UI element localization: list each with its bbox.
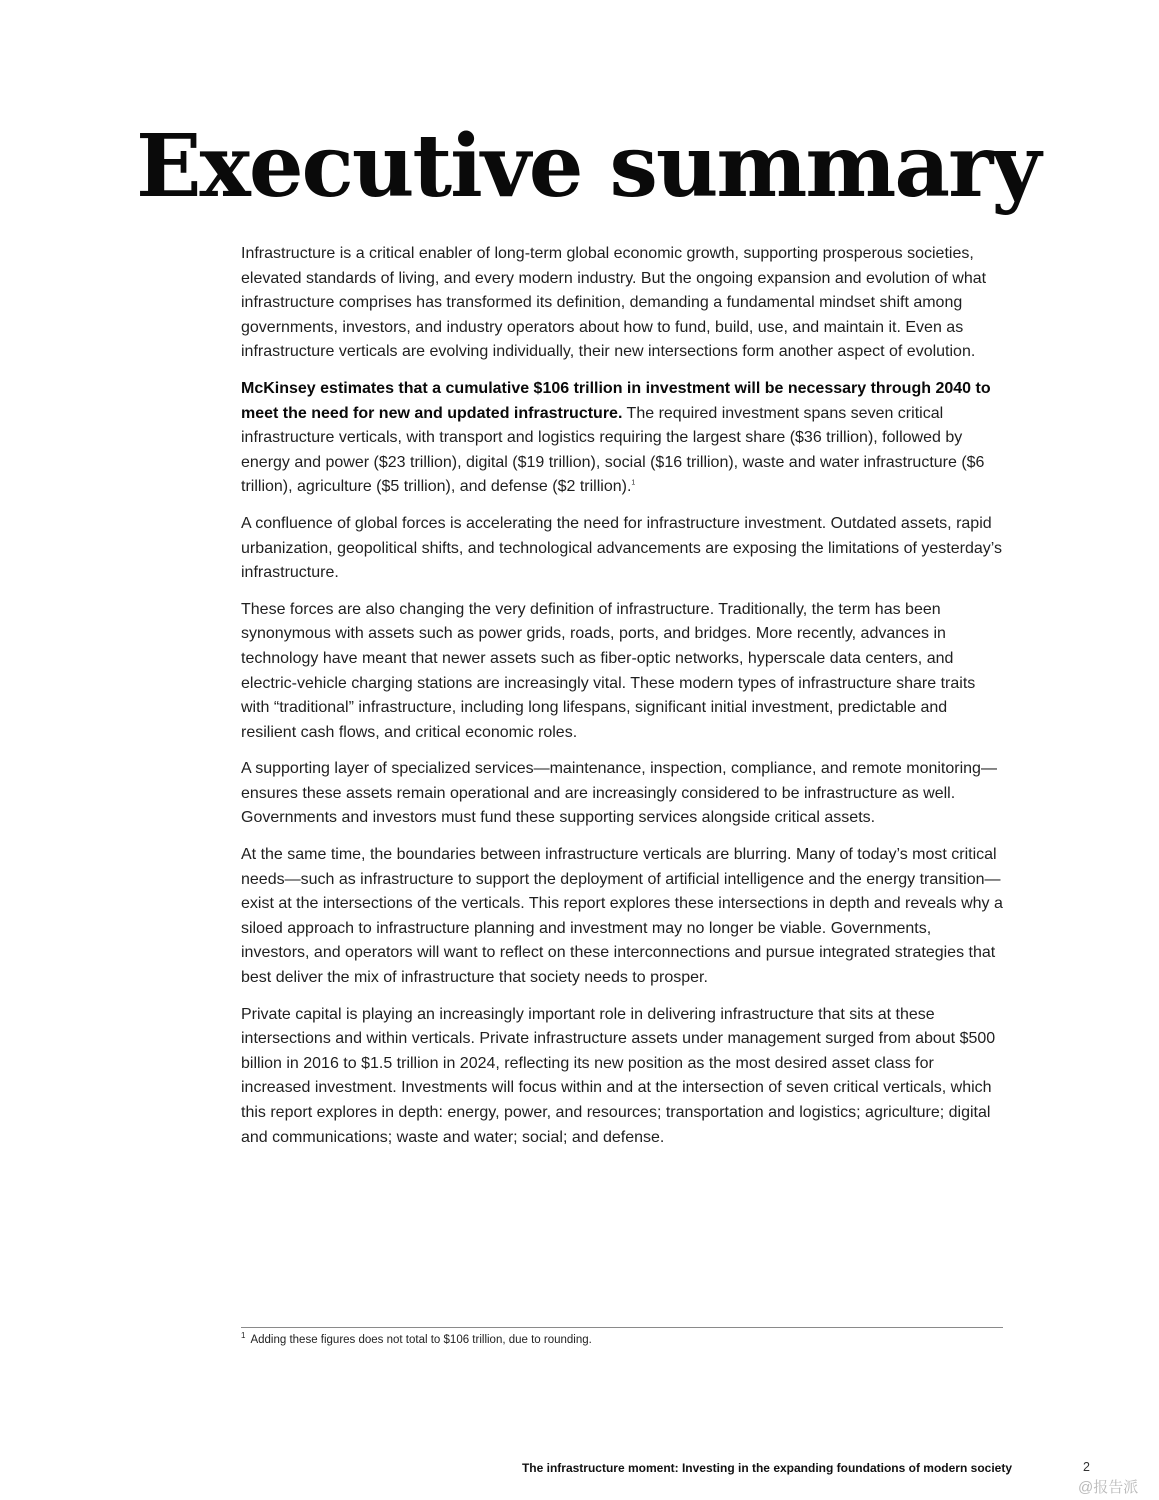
paragraph-lead: McKinsey estimates that a cumulative $106 trillion in investment will be necessary through 2040 to meet the need for new and updated infrastructure.: [241, 379, 991, 422]
body-text: [241, 242, 1003, 1162]
paragraph-text: Infrastructure is a critical enabler of long-term global economic growth, supporting prosperous societies, elevated standards of living, and every modern industry. But the ongoing expansion and evolution of what infrastructure comprises has transformed its definition, demanding a fundamental mindset shift among governments, investors, and industry operators about how to fund, build, use, and maintain it. Even as infrastructure verticals are evolving individually, their new intersections form another aspect of evolution.: [241, 245, 987, 361]
paragraph-text: The required investment spans seven critical infrastructure verticals, with transport and logistics requiring the largest share ($36 trillion), followed by energy and power ($23 trillion), digital ($19 trillion), social ($16 trillion), waste and water infrastructure ($6 trillion), agriculture ($5 trillion), and defense ($2 trillion).: [241, 404, 985, 496]
paragraph-6: [241, 843, 1003, 991]
paragraph-text: These forces are also changing the very definition of infrastructure. Traditionally, the term has been synonymous with assets such as power grids, roads, ports, and bridges. More recently, advances in technology have meant that newer assets such as fiber-optic networks, hyperscale data centers, and electric-vehicle charging stations are increasingly vital. These modern types of infrastructure share traits with “traditional” infrastructure, including long lifespans, significant initial investment, predictable and resilient cash flows, and critical economic roles.: [241, 600, 976, 741]
footnote-divider: [241, 1327, 1003, 1328]
page-title: Executive summary: [136, 116, 1040, 217]
paragraph-text: A supporting layer of specialized services—maintenance, inspection, compliance, and remote monitoring—ensures these assets remain operational and are increasingly considered to be infrastructure as well. Governments and investors must fund these supporting services alongside critical assets.: [241, 760, 997, 827]
paragraph-2: [241, 377, 1003, 500]
footnote-reference[interactable]: 1: [631, 480, 636, 488]
paragraph-text: A confluence of global forces is accelerating the need for infrastructure investment. Outdated assets, rapid urbanization, geopolitical shifts, and technological advancements are exposing the limitations of yesterday’s infrastructure.: [241, 514, 1003, 582]
footnote: [241, 1332, 1003, 1348]
paragraph-5: [241, 757, 1003, 831]
paragraph-7: [241, 1003, 1003, 1151]
paragraph-text: At the same time, the boundaries between infrastructure verticals are blurring. Many of today’s most critical needs—such as infrastructure to support the deployment of artificial intelligence and the energy transition—exist at the intersections of the verticals. This report explores these intersections in depth and reveals why a siloed approach to infrastructure planning and investment may no longer be viable. Governments, investors, and operators will want to reflect on these interconnections and pursue integrated strategies that best deliver the mix of infrastructure that society needs to prosper.: [241, 846, 1003, 987]
footnote-marker: 1: [241, 1331, 246, 1341]
paragraph-1: [241, 242, 1003, 365]
paragraph-3: [241, 512, 1003, 586]
footnote-text: Adding these figures does not total to $106 trillion, due to rounding.: [250, 1334, 592, 1346]
paragraph-text: Private capital is playing an increasingly important role in delivering infrastructure that sits at these intersections and within verticals. Private infrastructure assets under management surged from about $500 billion in 2016 to $1.5 trillion in 2024, reflecting its new position as the most desired asset class for increased investment. Investments will focus within and at the intersection of seven critical verticals, which this report explores in depth: energy, power, and resources; transportation and logistics; agriculture; digital and communications; waste and water; social; and defense.: [241, 1005, 996, 1146]
running-footer-title: The infrastructure moment: Investing in the expanding foundations of modern society: [521, 1461, 1012, 1475]
page-number: 2: [1083, 1460, 1090, 1474]
watermark: @报告派: [1078, 1479, 1139, 1496]
paragraph-4: [241, 598, 1003, 746]
